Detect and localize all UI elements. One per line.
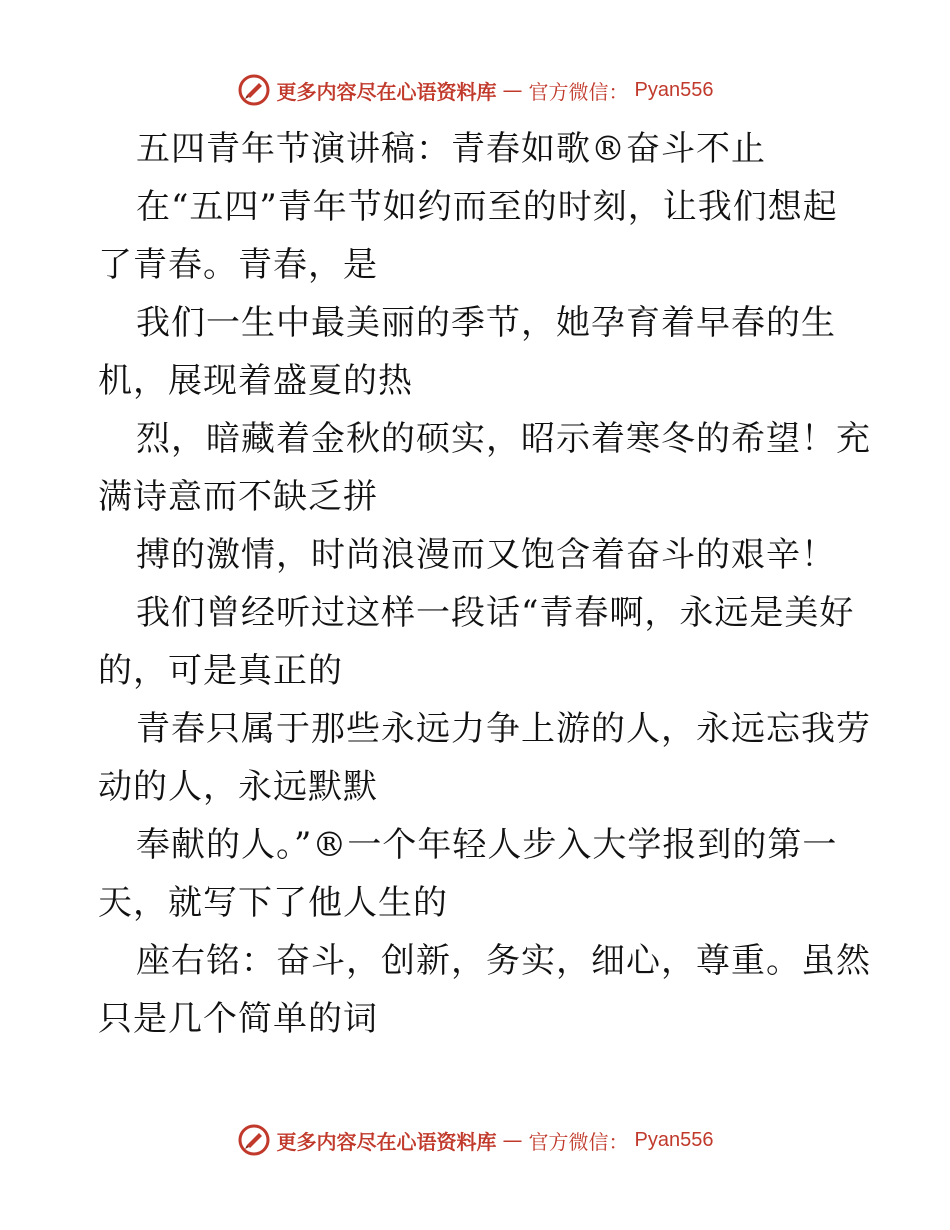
logo-icon (237, 73, 271, 107)
text-line: 满诗意而不缺乏拼 (98, 477, 378, 517)
text-line: 烈，暗藏着金秋的硕实，昭示着寒冬的希望！充 (136, 419, 871, 459)
text-line: 青春只属于那些永远力争上游的人，永远忘我劳 (136, 709, 871, 749)
header-watermark (0, 70, 950, 110)
text-line: 了青春。青春，是 (98, 245, 378, 285)
text-line: 机，展现着盛夏的热 (98, 361, 413, 401)
text-line: 搏的激情，时尚浪漫而又饱含着奋斗的艰辛！ (136, 535, 836, 575)
text-line: 我们一生中最美丽的季节，她孕育着早春的生 (136, 303, 836, 343)
watermark-separator: — (502, 1128, 523, 1152)
logo-icon (237, 1123, 271, 1157)
watermark-site-text: 更多内容尽在心语资料库 (276, 79, 497, 104)
watermark-site-text: 更多内容尽在心语资料库 (276, 1129, 497, 1154)
text-line: 天，就写下了他人生的 (98, 883, 448, 923)
watermark-wechat-label: 官方微信： (528, 1129, 629, 1154)
watermark-wechat-id: Pyan556 (634, 78, 714, 101)
text-line: 只是几个简单的词 (98, 999, 378, 1039)
document-title: 五四青年节演讲稿：青春如歌®奋斗不止 (136, 129, 766, 169)
text-line: 奉献的人。”®一个年轻人步入大学报到的第一 (136, 825, 838, 865)
text-line: 动的人，永远默默 (98, 767, 378, 807)
text-line: 的，可是真正的 (98, 651, 343, 691)
footer-watermark (0, 1120, 950, 1160)
text-line: 座右铭：奋斗，创新，务实，细心，尊重。虽然 (136, 941, 871, 981)
watermark-separator: — (502, 78, 523, 102)
text-line: 我们曾经听过这样一段话“青春啊，永远是美好 (136, 593, 855, 633)
document-body (98, 120, 871, 1048)
watermark-wechat-label: 官方微信： (528, 79, 629, 104)
text-line: 在“五四”青年节如约而至的时刻，让我们想起 (136, 187, 838, 227)
watermark-wechat-id: Pyan556 (634, 1128, 714, 1151)
